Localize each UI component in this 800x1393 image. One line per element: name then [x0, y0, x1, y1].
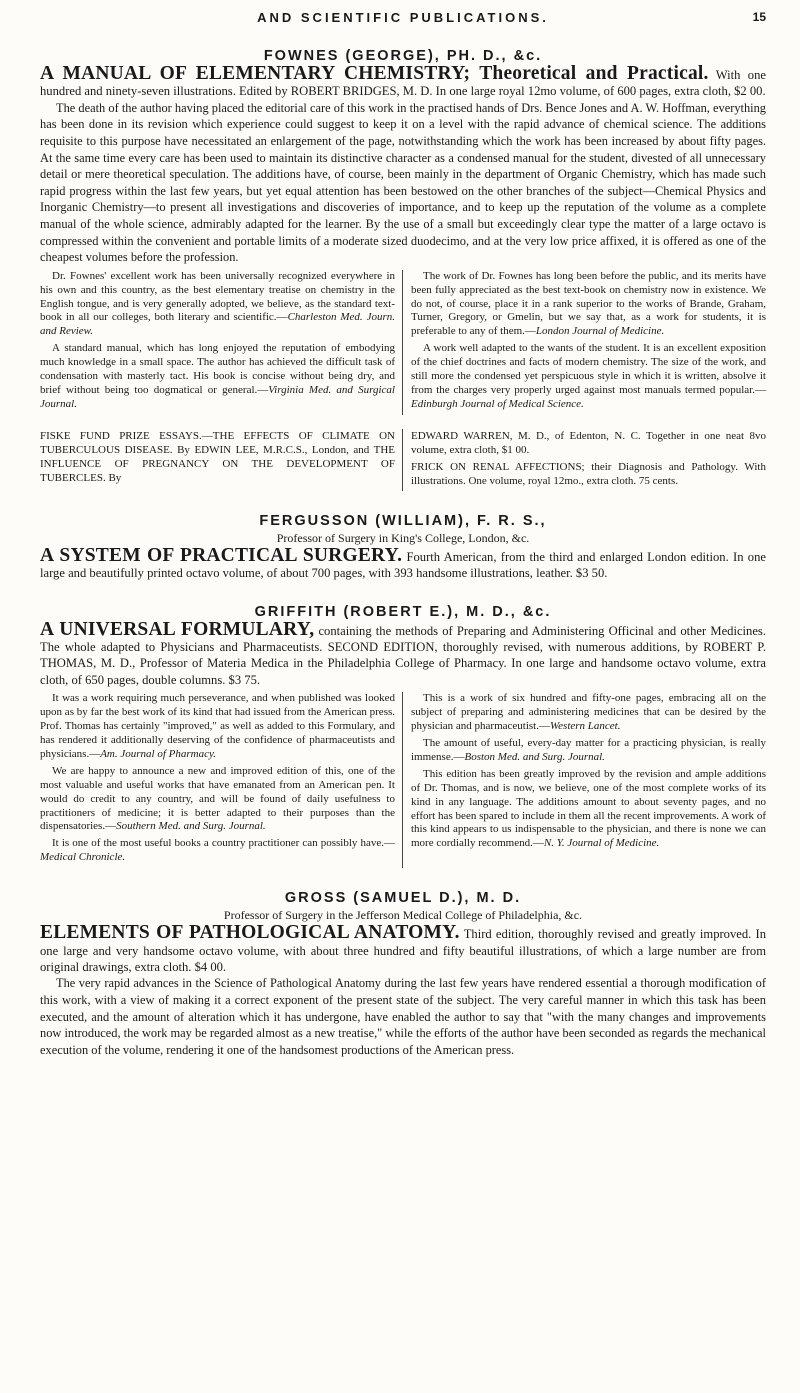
entry-fergusson: [40, 513, 766, 582]
review-source: Boston Med. and Surg. Journal.: [464, 750, 605, 763]
book-title: A MANUAL OF ELEMENTARY CHEMISTRY; Theoretical and Practical.: [40, 63, 709, 84]
review-text: It is one of the most useful books a country practitioner can possibly have.—: [52, 837, 395, 850]
book-details: Third edition, thoroughly revised and greatly improved. In one large and very handsome octavo volume, with about three hundred and fifty beautiful illustrations, of which a large number are from original drawings, extra cloth. $4 00.: [40, 927, 767, 974]
reviews: [40, 270, 766, 415]
review: [40, 270, 395, 340]
author-heading: FERGUSSON (WILLIAM), F. R. S.,: [259, 512, 547, 529]
author-heading: GROSS (SAMUEL D.), M. D.: [284, 890, 522, 907]
entry-fownes: [40, 48, 766, 415]
entry-fiske-frick: [40, 429, 766, 491]
reviews: [40, 692, 766, 868]
reviews-left-column: [40, 270, 403, 415]
running-title: AND SCIENTIFIC PUBLICATIONS.: [257, 10, 549, 25]
review: [40, 765, 395, 835]
review-text: This is a work of six hundred and fifty-one pages, embracing all on the subject of preparing and administering medicines that can be desired by the physician and pharmaceutist.—: [411, 692, 766, 733]
review: [411, 768, 766, 851]
review: [411, 737, 766, 765]
warren-frick-column: [411, 429, 766, 491]
entry-gross: [40, 890, 766, 1058]
reviews-right-column: [411, 270, 766, 415]
review-text: This edition has been greatly improved by the revision and ample additions of Dr. Thomas, and is now, we believe, one of the most complete works of its kind in any language. The additions amount to about seventy pages, and no effort has been spared to include in them all the recent improvements. A work of this kind appears to us indispensable to the physician, and there is none we can more cordially recommend.—: [411, 767, 766, 850]
review: [40, 692, 395, 762]
fiske-column: [40, 429, 403, 491]
review-source: Southern Med. and Surg. Journal.: [116, 820, 266, 833]
review-source: Edinburgh Journal of Medical Science.: [411, 397, 584, 410]
review-source: Virginia Med. and Surgical Journal.: [40, 384, 395, 410]
book-listing: [40, 922, 767, 975]
review-source: N. Y. Journal of Medicine.: [543, 837, 660, 850]
review-text: A standard manual, which has long enjoyed the reputation of embodying much knowledge in a small space. The author has achieved the difficult task of condensation with masterly tact. His book is concise without being dry, and brief without being too dogmatical or general.—: [40, 342, 395, 396]
author-heading: FOWNES (GEORGE), PH. D., &c.: [263, 48, 543, 64]
book-details: With one hundred and ninety-seven illustrations. Edited by ROBERT BRIDGES, M. D. In one large royal 12mo volume, of 600 pages, extra cloth, $2 00.: [40, 68, 766, 99]
frick-listing: FRICK ON RENAL AFFECTIONS; their Diagnosis and Pathology. With illustrations. One volume, royal 12mo., extra cloth. 75 cents.: [411, 460, 766, 487]
review-source: Western Lancet.: [550, 720, 621, 733]
review: [40, 837, 395, 865]
author-heading: GRIFFITH (ROBERT E.), M. D., &c.: [254, 603, 552, 620]
book-description: The death of the author having placed the editorial care of this work in the practised hands of Drs. Bence Jones and A. W. Hoffman, everything has been done in its revision which experience could suggest to keep it on a level with the rapid advance of chemical science. The additions requisite to this purpose have necessitated an enlargement of the page, notwithstanding which the work has been increased by about fifty pages. At the same time every care has been used to maintain its distinctive character as a condensed manual for the student, divested of all unnecessary detail or mere theoretical speculation. The additions have, of course, been mainly in the department of Organic Chemistry, which has made such rapid progress within the last few years, but yet equal attention has been bestowed on the other branches of the subject—Chemical Physics and Inorganic Chemistry—to present all investigations and discoveries of importance, and to keep up the reputation of the volume as a complete manual of the whole science, admirably adapted for the learner. By the use of a small but exceedingly clear type the matter of a large octavo is compressed within the convenient and portable limits of a moderate sized duodecimo, and at the very low price affixed, it is offered as one of the cheapest volumes before the profession.: [40, 100, 766, 265]
book-listing: [40, 544, 766, 582]
running-header: [40, 0, 766, 40]
fiske-listing: FISKE FUND PRIZE ESSAYS.—THE EFFECTS OF CLIMATE ON TUBERCULOUS DISEASE. By EDWIN LEE, M.R.C.S., London, and THE INFLUENCE OF PREGNANCY ON THE DEVELOPMENT OF TUBERCLES. By: [40, 429, 395, 484]
book-title: A UNIVERSAL FORMULARY,: [40, 618, 315, 640]
book-title: ELEMENTS OF PATHOLOGICAL ANATOMY.: [40, 922, 460, 944]
book-details: Fourth American, from the third and enlarged London edition. In one large and beautifully printed octavo volume, of about 700 pages, with 393 handsome illustrations, leather. $3 50.: [40, 549, 766, 581]
book-listing: [40, 618, 766, 689]
author-subheading: Professor of Surgery in the Jefferson Medical College of Philadelphia, &c.: [223, 908, 583, 923]
review: [40, 342, 395, 412]
review-text: It was a work requiring much perseverance, and when published was looked upon as by far the best work of its kind that had issued from the American press. Prof. Thomas has certainly "improved," as well as added to this Formulary, and has rendered it additionally deserving of the confidence of pharmaceutists and physicians.—: [40, 692, 395, 760]
page-number: 15: [752, 10, 766, 24]
review: [411, 270, 766, 340]
review-text: The work of Dr. Fownes has long been before the public, and its merits have been fully appreciated as the best text-book on chemistry now in existence. We do not, of course, place it in a rank superior to the works of Brande, Graham, Turner, Gregory, or Gmelin, but we say that, as a work for students, it is preferable to any of them.—: [411, 269, 766, 338]
book-title: A SYSTEM OF PRACTICAL SURGERY.: [40, 544, 403, 566]
review-source: Medical Chronicle.: [40, 851, 126, 864]
review-text: A work well adapted to the wants of the student. It is an excellent exposition of the chief doctrines and facts of modern chemistry. The size of the work, and still more the condensed yet perspicuous style in which it is written, absolve it from the charges very properly urged against most manuals termed popular.—: [411, 342, 766, 396]
author-subheading: Professor of Surgery in King's College, London, &c.: [276, 530, 530, 545]
entry-griffith: [40, 604, 766, 869]
review-source: London Journal of Medicine.: [535, 325, 665, 338]
review: [411, 342, 766, 412]
book-description: The very rapid advances in the Science of Pathological Anatomy during the last few years have rendered essential a thorough modification of this work, with a view of making it a correct exponent of the present state of the subject. The very careful manner in which this task has been executed, and the amount of alteration which it has undergone, have enabled the author to say that "with the many changes and improvements now introduced, the work may be regarded almost as a new treatise," while the efforts of the author have been seconded as regards the mechanical execution of the volume, rendering it one of the handsomest productions of the American press.: [40, 976, 766, 1057]
reviews-right-column: [411, 692, 766, 868]
review-source: Am. Journal of Pharmacy.: [100, 747, 216, 760]
review-source: Charleston Med. Journ. and Review.: [40, 311, 395, 338]
review-text: We are happy to announce a new and improved edition of this, one of the most valuable and useful works that have emanated from an American pen. It would do credit to any country, and will be found of daily usefulness to practitioners of medicine; it is better adapted to their purposes than the dispensatories.—: [40, 764, 395, 833]
book-details: containing the methods of Preparing and Administering Officinal and other Medicines. The whole adapted to Physicians and Pharmaceutists. SECOND EDITION, thoroughly revised, with numerous additions, by ROBERT P. THOMAS, M. D., Professor of Materia Medica in the Philadelphia College of Pharmacy. In one large and handsome octavo volume, extra cloth, of 650 pages, double columns. $3 75.: [40, 623, 766, 687]
review-text: The amount of useful, every-day matter for a practicing physician, is really immense.—: [411, 736, 766, 763]
review-text: Dr. Fownes' excellent work has been universally recognized everywhere in his own and this country, as the best elementary treatise on chemistry in the English tongue, and is very generally adopted, we believe, as the standard text-book in all our colleges, both literary and scientific.—: [40, 269, 395, 324]
book-listing: [40, 63, 766, 100]
warren-listing: EDWARD WARREN, M. D., of Edenton, N. C. Together in one neat 8vo volume, extra cloth, $1 00.: [411, 429, 766, 456]
review: [411, 692, 766, 734]
reviews-left-column: [40, 692, 403, 868]
